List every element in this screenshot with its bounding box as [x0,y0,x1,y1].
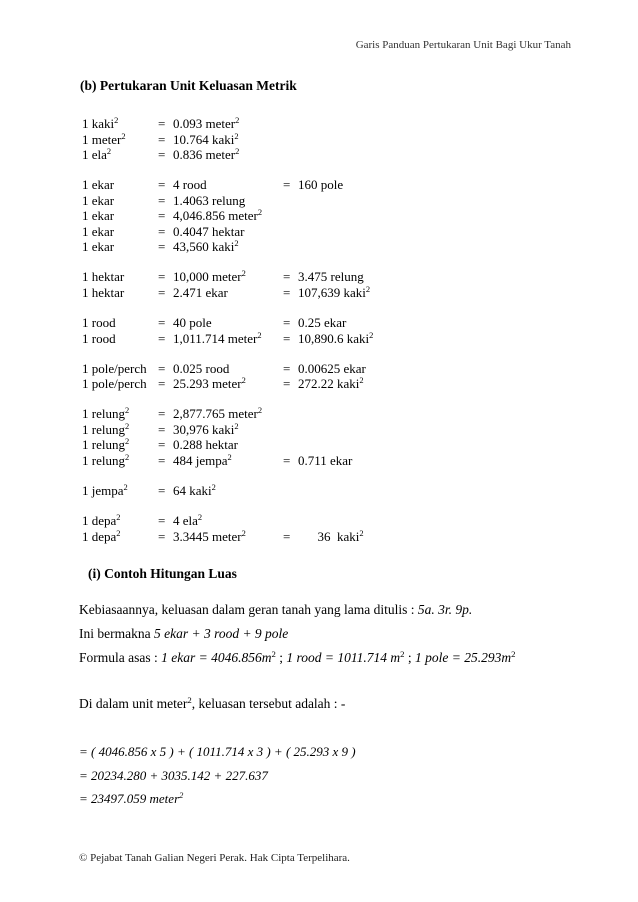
value-cell-text: 2,877.765 meter [173,406,258,422]
unit-cell-text: 1 ekar [82,208,115,224]
equals-cell-2 [283,406,298,422]
row-spacer [82,300,398,315]
value-cell-text: 484 jempa [173,452,228,468]
unit-line-post: , keluasan tersebut adalah : - [191,696,346,711]
equals-cell [158,376,173,392]
value-cell-sup: 2 [234,238,239,249]
equals-cell-2 [283,331,298,347]
value-cell-2-text: 272.22 kaki [298,376,360,392]
unit-cell [82,331,158,347]
value-cell-2-text: 107,639 kaki [298,284,366,300]
value-cell [173,483,283,499]
unit-cell [82,116,158,132]
unit-cell-sup: 2 [124,420,130,431]
equals-cell-text: = [158,406,166,422]
unit-cell-text: 1 hektar [82,284,125,300]
value-cell-text: 43,560 kaki [173,239,235,255]
conversion-row [82,361,398,377]
value-cell-2 [298,422,398,438]
conversion-row [82,315,398,331]
row-spacer [82,392,398,407]
unit-cell-sup: 2 [106,145,112,156]
value-cell-2 [298,361,398,377]
unit-cell-text: 1 pole/perch [82,376,147,392]
equals-cell [158,177,173,193]
unit-cell-text: 1 ekar [82,192,115,208]
equals-cell [158,208,173,224]
equals-cell [158,422,173,438]
equals-cell-2-text: = [283,376,291,392]
equals-cell-2 [283,208,298,224]
equals-cell-text: = [158,223,166,239]
value-cell-text: 1.4063 relung [173,192,246,208]
example-line-2-meaning: 5 ekar + 3 rood + 9 pole [153,626,289,641]
equals-cell-2 [283,376,298,392]
value-cell [173,193,283,209]
equals-cell [158,437,173,453]
value-cell [173,177,283,193]
unit-cell [82,132,158,148]
equals-cell-text: = [158,376,166,392]
formula-ekar-sup: 2 [271,648,276,659]
value-cell [173,116,283,132]
unit-cell [82,224,158,240]
equals-cell [158,285,173,301]
equals-cell [158,224,173,240]
value-cell-sup: 2 [235,145,240,156]
value-cell-text: 40 pole [173,315,212,331]
equals-cell-text: = [158,330,166,346]
value-cell-2 [298,193,398,209]
value-cell-2 [298,406,398,422]
unit-cell-sup: 2 [124,436,130,447]
value-cell [173,437,283,453]
equals-cell-2-text: = [283,315,291,331]
equals-cell-2 [283,529,298,545]
unit-cell-text: 1 rood [82,315,116,331]
value-cell [173,513,283,529]
value-cell-2 [298,116,398,132]
conversion-row [82,513,398,529]
conversion-row [82,376,398,392]
value-cell-text: 0.025 rood [173,360,230,376]
value-cell-2 [298,285,398,301]
example-line-2 [79,626,288,642]
equals-cell [158,315,173,331]
value-cell-2 [298,331,398,347]
unit-cell-text: 1 meter [82,131,122,147]
row-spacer [82,346,398,361]
equals-cell-2 [283,315,298,331]
calc-line-2: = 20234.280 + 3035.142 + 227.637 [79,768,268,783]
unit-cell-text: 1 ekar [82,177,115,193]
unit-cell [82,453,158,469]
formula-rood: 1 rood = 1011.714 m [286,650,401,665]
value-cell [173,315,283,331]
unit-cell-text: 1 ekar [82,239,115,255]
equals-cell-text: = [158,437,166,453]
formula-pole: 1 pole = 25.293m [415,650,512,665]
conversion-row [82,285,398,301]
equals-cell-text: = [158,315,166,331]
unit-cell-sup: 2 [116,527,121,538]
conversion-row [82,224,398,240]
value-cell-2 [298,224,398,240]
equals-cell-2 [283,361,298,377]
unit-cell [82,406,158,422]
value-cell [173,361,283,377]
value-cell-text: 10.764 kaki [173,131,235,147]
equals-cell-2 [283,224,298,240]
equals-cell-2 [283,513,298,529]
unit-cell-sup: 2 [116,512,121,523]
unit-cell-sup: 2 [121,130,126,141]
value-cell-sup: 2 [197,512,203,523]
value-cell-text: 4 ela [173,513,198,529]
equals-cell [158,147,173,163]
value-cell [173,132,283,148]
value-cell-text: 4 rood [173,177,207,193]
unit-cell [82,483,158,499]
unit-cell-text: 1 ekar [82,223,115,239]
unit-cell [82,361,158,377]
equals-cell-2-text: = [283,360,291,376]
value-cell [173,147,283,163]
value-cell-2-text: 160 pole [298,177,344,193]
value-cell [173,376,283,392]
unit-line [79,696,345,712]
value-cell-text: 3.3445 meter [173,528,242,544]
value-cell-text: 30,976 kaki [173,421,235,437]
value-cell [173,529,283,545]
formula-ekar: 1 ekar = 4046.856m [161,650,272,665]
conversion-row [82,116,398,132]
equals-cell-2-text: = [283,284,291,300]
equals-cell-text: = [158,284,166,300]
value-cell-2-text: 10,890.6 kaki [298,330,370,346]
unit-cell [82,208,158,224]
value-cell-2-text: 36 kaki [298,528,360,544]
unit-cell [82,193,158,209]
equals-cell-2 [283,239,298,255]
unit-cell [82,437,158,453]
unit-cell-text: 1 rood [82,330,116,346]
equals-cell-2-text: = [283,528,291,544]
value-cell-2 [298,513,398,529]
value-cell-text: 1,011.714 meter [173,330,258,346]
unit-cell [82,315,158,331]
formula-label: Formula asas : [79,650,162,665]
example-title: (i) Contoh Hitungan Luas [88,566,237,581]
value-cell-2-text: 3.475 relung [298,269,364,285]
unit-line-pre: Di dalam unit meter [79,696,188,711]
equals-cell [158,239,173,255]
conversion-row [82,208,398,224]
unit-cell [82,376,158,392]
conversion-row [82,422,398,438]
unit-cell-text: 1 kaki [82,116,115,131]
example-line-1-text: Kebiasaannya, keluasan dalam geran tanah yang lama ditulis : [79,602,418,617]
value-cell-2-sup: 2 [359,375,364,386]
value-cell [173,208,283,224]
value-cell-sup: 2 [211,482,216,493]
unit-cell [82,513,158,529]
equals-cell [158,406,173,422]
calc-line-3-text: = 23497.059 meter [79,791,180,806]
unit-cell-text: 1 depa [82,528,117,544]
calc-line-3-sup: 2 [179,789,184,800]
unit-cell-text: 1 relung [82,452,125,468]
value-cell-2 [298,483,398,499]
equals-cell-2-text: = [283,452,291,468]
unit-cell [82,177,158,193]
unit-cell-sup: 2 [114,114,119,125]
equals-cell [158,529,173,545]
page-header: Garis Panduan Pertukaran Unit Bagi Ukur Tanah [355,39,571,51]
equals-cell-2 [283,437,298,453]
equals-cell-text: = [158,177,166,193]
equals-cell [158,132,173,148]
unit-cell [82,529,158,545]
equals-cell-text: = [158,528,166,544]
equals-cell-2 [283,193,298,209]
unit-cell-sup: 2 [124,451,130,462]
value-cell-sup: 2 [241,527,246,538]
equals-cell [158,269,173,285]
value-cell-2-text: 0.711 ekar [298,452,353,468]
equals-cell-text: = [158,269,166,285]
equals-cell-text: = [158,452,166,468]
unit-cell [82,285,158,301]
formula-separator-1: ; [275,650,287,665]
value-cell-2 [298,315,398,331]
example-line-1-notation: 5a. 3r. 9p. [417,602,473,617]
value-cell-2-sup: 2 [369,329,374,340]
equals-cell-2 [283,483,298,499]
equals-cell-text: = [158,208,166,224]
equals-cell-2 [283,422,298,438]
section-title: (b) Pertukaran Unit Keluasan Metrik [80,78,297,93]
equals-cell [158,453,173,469]
value-cell-2-text: 0.00625 ekar [298,360,366,376]
value-cell-sup: 2 [234,420,239,431]
value-cell-2 [298,269,398,285]
value-cell-text: 0.288 hektar [173,437,238,453]
value-cell [173,285,283,301]
conversion-row [82,529,398,545]
conversion-row [82,331,398,347]
value-cell [173,422,283,438]
equals-cell-text: = [158,131,166,147]
value-cell-2-sup: 2 [365,283,371,294]
value-cell-text: 10,000 meter [173,269,242,285]
equals-cell-text: = [158,360,166,376]
equals-cell [158,116,173,132]
row-spacer [82,163,398,178]
value-cell-sup: 2 [257,329,262,340]
unit-cell-text: 1 pole/perch [82,360,147,376]
unit-cell-text: 1 relung [82,406,125,422]
unit-cell [82,239,158,255]
equals-cell-text: = [158,192,166,208]
equals-cell-2 [283,285,298,301]
value-cell-text: 4,046.856 meter [173,208,258,224]
value-cell-2 [298,147,398,163]
value-cell-sup: 2 [234,130,239,141]
equals-cell-2-text: = [283,330,291,346]
value-cell [173,331,283,347]
conversion-row [82,147,398,163]
value-cell-text: 0.4047 hektar [173,223,245,239]
unit-cell-text: 1 hektar [82,269,125,285]
unit-cell-text: 1 relung [82,437,125,453]
equals-cell-text: = [158,116,166,131]
conversion-row [82,437,398,453]
value-cell-text: 64 kaki [173,483,212,499]
value-cell-2-text: 0.25 ekar [298,315,347,331]
value-cell [173,239,283,255]
unit-cell-text: 1 depa [82,513,117,529]
unit-cell [82,422,158,438]
unit-cell-sup: 2 [123,482,128,493]
unit-cell [82,269,158,285]
formula-rood-sup: 2 [400,648,405,659]
formula-pole-sup: 2 [511,648,516,659]
equals-cell-2 [283,269,298,285]
unit-cell [82,147,158,163]
row-spacer [82,468,398,483]
conversion-table [82,116,398,544]
value-cell-2 [298,529,398,545]
footer-copyright: © Pejabat Tanah Galian Negeri Perak. Hak Cipta Terpelihara. [79,852,350,864]
conversion-row [82,269,398,285]
equals-cell-2 [283,177,298,193]
value-cell-text: 0.836 meter [173,147,236,162]
equals-cell-2 [283,147,298,163]
equals-cell [158,331,173,347]
value-cell [173,269,283,285]
conversion-row [82,453,398,469]
conversion-row [82,132,398,148]
equals-cell [158,513,173,529]
example-line-1 [79,602,472,618]
unit-cell-text: 1 relung [82,421,125,437]
unit-cell-text: 1 ela [82,147,107,162]
equals-cell [158,483,173,499]
value-cell-2 [298,437,398,453]
formula-separator-2: ; [404,650,416,665]
value-cell-sup: 2 [241,375,246,386]
conversion-row [82,239,398,255]
value-cell-2 [298,177,398,193]
equals-cell-2 [283,116,298,132]
value-cell-sup: 2 [257,405,263,416]
conversion-row [82,177,398,193]
value-cell-2 [298,453,398,469]
calc-line-1: = ( 4046.856 x 5 ) + ( 1011.714 x 3 ) + ( 25.293 x 9 ) [79,744,356,759]
unit-line-sup: 2 [187,694,192,705]
conversion-row [82,483,398,499]
equals-cell-2 [283,132,298,148]
value-cell [173,406,283,422]
row-spacer [82,499,398,514]
value-cell-2 [298,132,398,148]
example-line-2-text: Ini bermakna [79,626,154,641]
equals-cell-text: = [158,147,166,162]
row-spacer [82,255,398,270]
equals-cell-2-text: = [283,177,291,193]
value-cell-sup: 2 [235,114,240,125]
unit-cell-sup: 2 [124,405,130,416]
conversion-row [82,406,398,422]
value-cell-sup: 2 [257,207,263,218]
value-cell-2 [298,208,398,224]
equals-cell-text: = [158,239,166,255]
equals-cell-text: = [158,421,166,437]
equals-cell-text: = [158,483,166,499]
value-cell-text: 0.093 meter [173,116,236,131]
value-cell [173,224,283,240]
formula-line [79,650,516,666]
value-cell [173,453,283,469]
value-cell-2 [298,376,398,392]
equals-cell [158,361,173,377]
unit-cell-text: 1 jempa [82,483,124,499]
value-cell-text: 2.471 ekar [173,284,228,300]
value-cell-2 [298,239,398,255]
value-cell-sup: 2 [241,268,246,279]
equals-cell-2-text: = [283,269,291,285]
value-cell-sup: 2 [227,451,232,462]
conversion-row [82,193,398,209]
value-cell-2-sup: 2 [359,527,364,538]
equals-cell [158,193,173,209]
equals-cell-text: = [158,513,166,529]
equals-cell-2 [283,453,298,469]
calc-line-3 [79,791,183,807]
value-cell-text: 25.293 meter [173,376,242,392]
